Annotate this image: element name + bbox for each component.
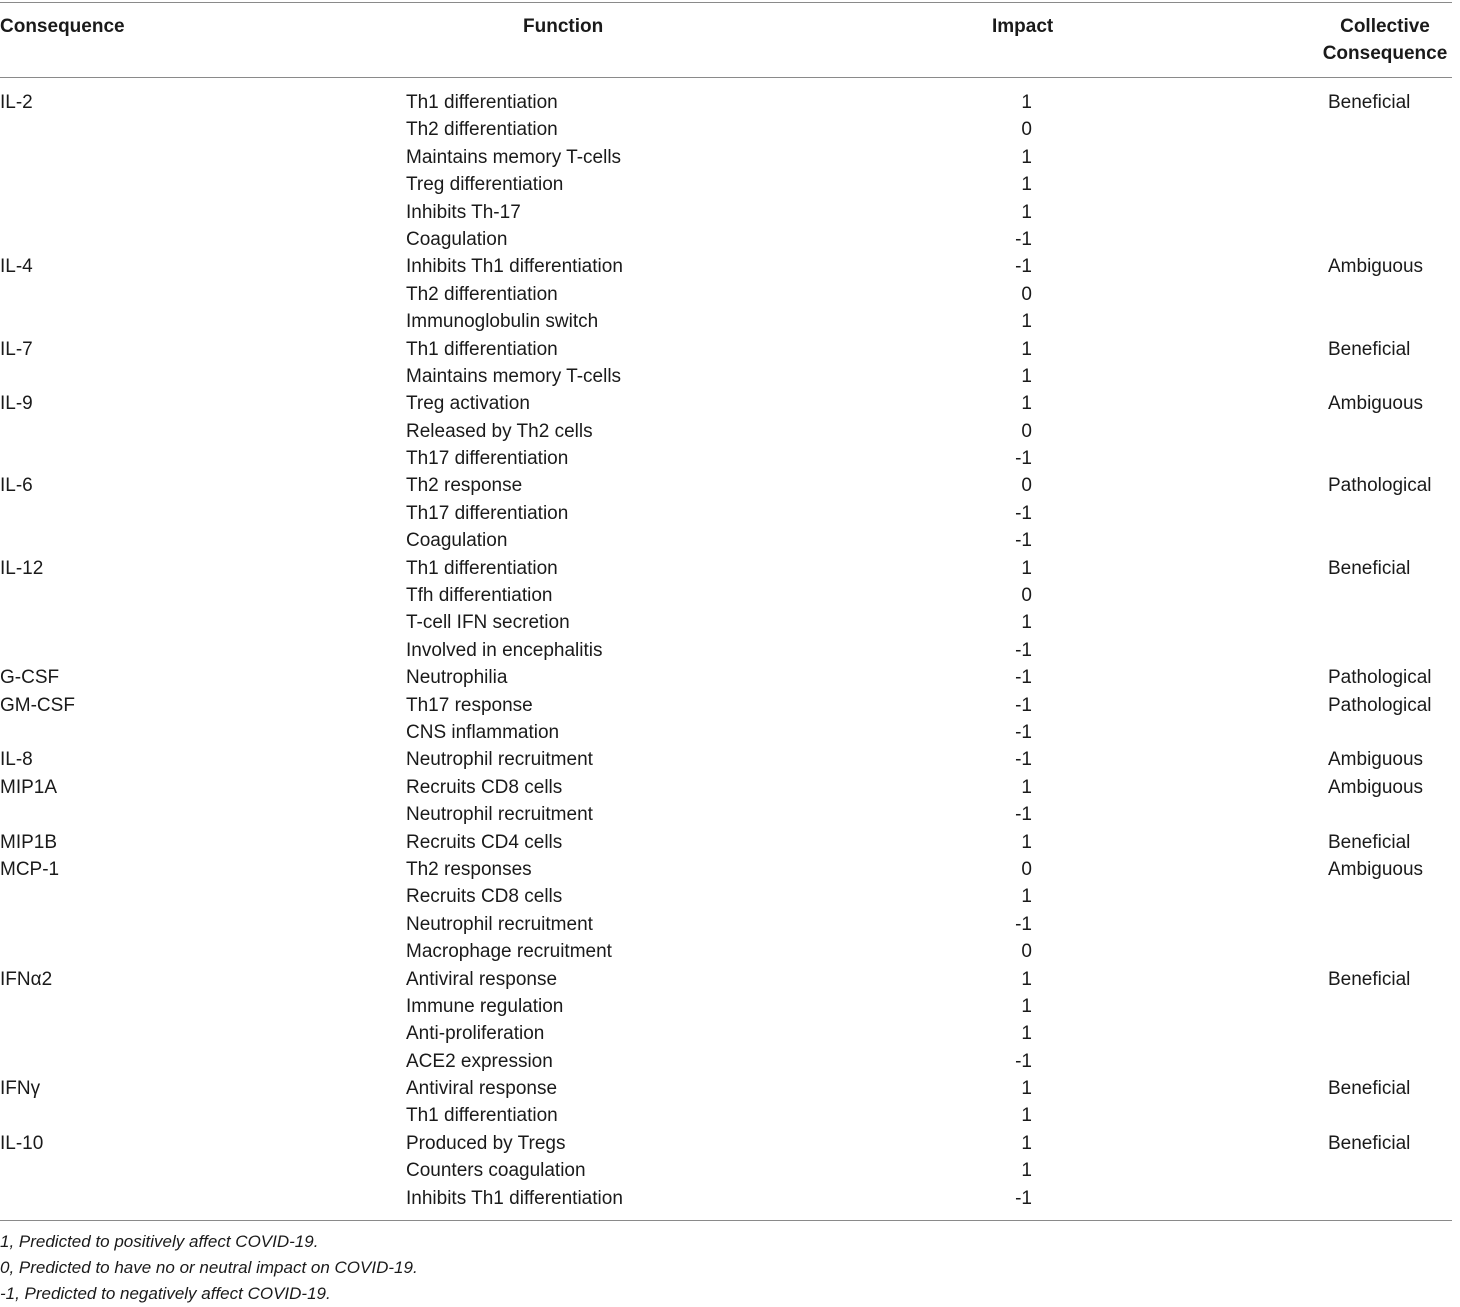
table-row [0, 555, 1452, 582]
cell-impact: -1 [1015, 530, 1032, 552]
table-row [0, 171, 1452, 198]
cell-impact: -1 [1015, 694, 1032, 716]
cell-consequence: IL-10 [0, 1132, 44, 1154]
cell-function: Recruits CD8 cells [406, 776, 563, 798]
cell-impact: 1 [1021, 557, 1032, 579]
table-row [0, 472, 1452, 499]
cell-function: Treg differentiation [406, 174, 564, 196]
table-top-rule [0, 2, 1452, 3]
cell-consequence: IL-12 [0, 557, 44, 579]
cell-impact: 0 [1021, 119, 1032, 141]
cell-impact: -1 [1015, 721, 1032, 743]
cell-impact: -1 [1015, 1050, 1032, 1072]
cell-consequence: MCP-1 [0, 858, 60, 880]
cell-impact: 0 [1021, 585, 1032, 607]
table-row [0, 363, 1452, 390]
cell-collective-consequence: Beneficial [1328, 968, 1411, 990]
table-row [0, 89, 1452, 116]
table-row [0, 281, 1452, 308]
cell-impact: 1 [1021, 612, 1032, 634]
table-footnotes [0, 1229, 418, 1307]
cell-consequence: G-CSF [0, 667, 60, 689]
footnote: 0, Predicted to have no or neutral impact on COVID-19. [0, 1258, 418, 1277]
cell-function: Antiviral response [406, 1078, 558, 1100]
cell-collective-consequence: Beneficial [1328, 1078, 1411, 1100]
table-body [0, 89, 1452, 1212]
cell-function: Th1 differentiation [406, 557, 558, 579]
cell-collective-consequence: Pathological [1328, 667, 1432, 689]
cell-consequence: IL-2 [0, 92, 33, 113]
cell-collective-consequence: Beneficial [1328, 557, 1411, 579]
cell-consequence: GM-CSF [0, 694, 75, 716]
cell-impact: 0 [1021, 858, 1032, 880]
table-row [0, 1102, 1452, 1129]
cell-impact: 1 [1021, 1078, 1032, 1100]
cell-collective-consequence: Ambiguous [1328, 858, 1424, 880]
cell-function: Th2 differentiation [406, 283, 558, 305]
cell-collective-consequence: Beneficial [1328, 831, 1411, 853]
table-row [0, 692, 1452, 719]
cell-impact: 1 [1021, 311, 1032, 333]
cell-function: Tfh differentiation [406, 585, 553, 607]
table-row [0, 144, 1452, 171]
cell-consequence: MIP1A [0, 776, 58, 798]
cell-function: Th17 differentiation [406, 502, 569, 524]
cell-impact: 0 [1021, 475, 1032, 497]
cell-impact: -1 [1015, 749, 1032, 771]
cell-impact: -1 [1015, 228, 1032, 250]
cell-impact: -1 [1015, 1187, 1032, 1209]
cell-impact: 1 [1021, 174, 1032, 196]
cell-function: Neutrophil recruitment [406, 804, 593, 826]
cell-function: Maintains memory T-cells [406, 146, 622, 168]
cell-function: Involved in encephalitis [406, 639, 603, 661]
cell-function: Macrophage recruitment [406, 941, 612, 963]
cell-consequence: IL-8 [0, 749, 33, 771]
header-consequence: Consequence [0, 16, 125, 37]
table-row [0, 774, 1452, 801]
cell-impact: 1 [1021, 1160, 1032, 1182]
table-row [0, 116, 1452, 143]
table-row [0, 746, 1452, 773]
table-row [0, 883, 1452, 910]
table-row [0, 253, 1452, 280]
cell-function: Counters coagulation [406, 1160, 586, 1182]
cell-impact: 1 [1021, 146, 1032, 168]
cell-impact: 1 [1021, 886, 1032, 908]
table-row [0, 801, 1452, 828]
cell-impact: 1 [1021, 365, 1032, 387]
cell-function: Neutrophilia [406, 667, 508, 689]
cell-function: Th2 responses [406, 858, 532, 880]
cell-impact: 1 [1021, 776, 1032, 798]
table-row [0, 199, 1452, 226]
footnote: -1, Predicted to negatively affect COVID-19. [0, 1284, 331, 1303]
cell-function: Th2 response [406, 475, 523, 497]
cell-function: Neutrophil recruitment [406, 749, 593, 771]
cell-collective-consequence: Pathological [1328, 694, 1432, 716]
cell-impact: 1 [1021, 968, 1032, 990]
table-row [0, 609, 1452, 636]
cell-function: T-cell IFN secretion [406, 612, 570, 634]
cell-consequence: IL-9 [0, 393, 33, 415]
cell-function: Th1 differentiation [406, 1105, 558, 1127]
cell-impact: -1 [1015, 502, 1032, 524]
cell-consequence: IFNα2 [0, 968, 53, 990]
table-bottom-rule [0, 1220, 1452, 1221]
table-row [0, 938, 1452, 965]
header-function: Function [523, 16, 604, 37]
cell-consequence: IFNγ [0, 1078, 41, 1100]
table-header-rule [0, 77, 1452, 78]
table-row [0, 527, 1452, 554]
cell-impact: 0 [1021, 283, 1032, 305]
table-row [0, 1130, 1452, 1157]
table-row [0, 966, 1452, 993]
cell-collective-consequence: Ambiguous [1328, 393, 1424, 415]
table-row [0, 226, 1452, 253]
table-row [0, 390, 1452, 417]
cell-function: ACE2 expression [406, 1050, 553, 1072]
header-collective-line1: Collective [1340, 16, 1430, 37]
cell-function: Immune regulation [406, 995, 564, 1017]
table-row [0, 911, 1452, 938]
table-row [0, 308, 1452, 335]
cell-consequence: IL-7 [0, 338, 33, 360]
table-row [0, 582, 1452, 609]
cell-collective-consequence: Pathological [1328, 475, 1432, 497]
cell-function: Anti-proliferation [406, 1023, 545, 1045]
cell-collective-consequence: Ambiguous [1328, 776, 1424, 798]
table-row [0, 664, 1452, 691]
cell-function: Th1 differentiation [406, 92, 558, 113]
cell-consequence: MIP1B [0, 831, 58, 853]
header-collective-line2: Consequence [1322, 43, 1448, 64]
table-row [0, 336, 1452, 363]
table-row [0, 500, 1452, 527]
cell-impact: -1 [1015, 913, 1032, 935]
cell-function: Antiviral response [406, 968, 558, 990]
cell-function: Treg activation [406, 393, 530, 415]
cell-impact: 1 [1021, 995, 1032, 1017]
cell-impact: 1 [1021, 338, 1032, 360]
cell-collective-consequence: Beneficial [1328, 92, 1411, 113]
cell-function: Released by Th2 cells [406, 420, 593, 442]
header-impact: Impact [992, 16, 1054, 37]
cell-consequence: IL-4 [0, 256, 33, 278]
cell-impact: 1 [1021, 201, 1032, 223]
table-row [0, 1157, 1452, 1184]
cell-collective-consequence: Beneficial [1328, 338, 1411, 360]
cell-function: Th17 differentiation [406, 448, 569, 470]
cell-impact: 1 [1021, 831, 1032, 853]
footnote: 1, Predicted to positively affect COVID-19. [0, 1232, 319, 1251]
cell-function: CNS inflammation [406, 721, 560, 743]
cell-collective-consequence: Beneficial [1328, 1132, 1411, 1154]
cell-impact: -1 [1015, 448, 1032, 470]
cell-impact: 0 [1021, 941, 1032, 963]
table-row [0, 1185, 1452, 1212]
cell-function: Coagulation [406, 530, 508, 552]
table-row [0, 856, 1452, 883]
cell-collective-consequence: Ambiguous [1328, 749, 1424, 771]
cell-impact: 1 [1021, 1132, 1032, 1154]
cell-function: Recruits CD4 cells [406, 831, 563, 853]
cell-function: Inhibits Th-17 [406, 201, 521, 223]
header-collective-consequence [1310, 13, 1460, 67]
cell-function: Maintains memory T-cells [406, 365, 622, 387]
cell-function: Immunoglobulin switch [406, 311, 599, 333]
table-row [0, 1048, 1452, 1075]
cell-function: Th2 differentiation [406, 119, 558, 141]
cell-function: Recruits CD8 cells [406, 886, 563, 908]
cell-impact: 1 [1021, 1023, 1032, 1045]
cell-impact: -1 [1015, 256, 1032, 278]
table-row [0, 418, 1452, 445]
cell-function: Produced by Tregs [406, 1132, 566, 1154]
cell-impact: 0 [1021, 420, 1032, 442]
cell-function: Inhibits Th1 differentiation [406, 256, 623, 278]
cell-impact: -1 [1015, 639, 1032, 661]
cell-function: Neutrophil recruitment [406, 913, 593, 935]
table-row [0, 1075, 1452, 1102]
table-row [0, 829, 1452, 856]
table-row [0, 1020, 1452, 1047]
cell-function: Inhibits Th1 differentiation [406, 1187, 623, 1209]
table-row [0, 637, 1452, 664]
cell-impact: 1 [1021, 393, 1032, 415]
cell-consequence: IL-6 [0, 475, 33, 497]
table-row [0, 445, 1452, 472]
cell-function: Th17 response [406, 694, 533, 716]
cell-impact: -1 [1015, 804, 1032, 826]
cell-impact: 1 [1021, 92, 1032, 113]
cell-impact: 1 [1021, 1105, 1032, 1127]
cell-function: Coagulation [406, 228, 508, 250]
cell-impact: -1 [1015, 667, 1032, 689]
table-row [0, 993, 1452, 1020]
cell-function: Th1 differentiation [406, 338, 558, 360]
cell-collective-consequence: Ambiguous [1328, 256, 1424, 278]
table-row [0, 719, 1452, 746]
